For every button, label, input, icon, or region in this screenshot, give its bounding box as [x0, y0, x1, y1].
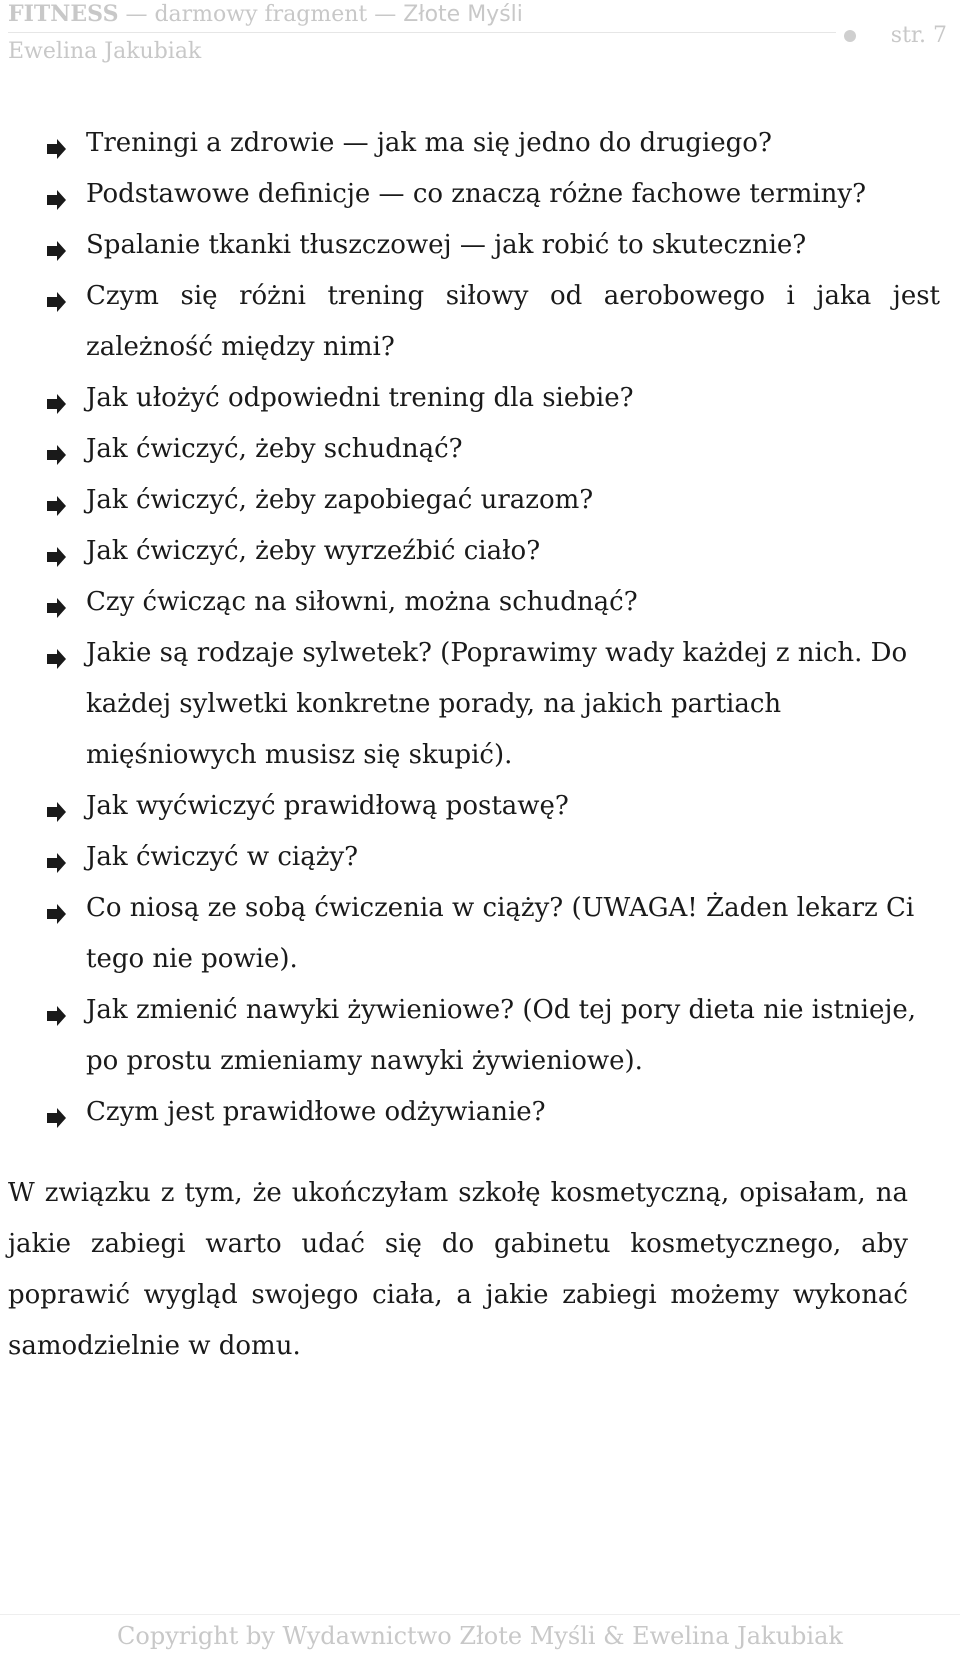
- right-arrow-icon: [44, 181, 68, 209]
- list-item: [0, 373, 940, 424]
- footer-copyright: Copyright by Wydawnictwo Złote Myśli & Ewelina Jakubiak: [117, 1622, 843, 1650]
- list-item: [0, 1087, 940, 1138]
- right-arrow-icon: [44, 436, 68, 464]
- footer-divider: [0, 1614, 960, 1615]
- right-arrow-icon: [44, 997, 68, 1025]
- list-item-text: Czy ćwicząc na siłowni, można schudnąć?: [86, 587, 638, 617]
- body-paragraph: W związku z tym, że ukończyłam szkołę kosmetyczną, opisałam, na jakie zabiegi warto udać się do gabinetu kosmetycznego, aby poprawić wygląd swojego ciała, a jakie zabiegi możemy wykonać samodzielnie w domu.: [8, 1178, 908, 1361]
- list-item-text: Podstawowe definicje — co znaczą różne fachowe terminy?: [86, 179, 867, 209]
- list-item: [0, 220, 940, 271]
- list-item-text: Co niosą ze sobą ćwiczenia w ciąży? (UWAGA! Żaden lekarz Ci tego nie powie).: [86, 893, 915, 974]
- list-item-text: Jak ćwiczyć, żeby wyrzeźbić ciało?: [86, 536, 541, 566]
- page-header: [8, 0, 953, 70]
- list-item-text: Spalanie tkanki tłuszczowej — jak robić to skutecznie?: [86, 230, 807, 260]
- list-item-text: Jak zmienić nawyki żywieniowe? (Od tej pory dieta nie istnieje, po prostu zmieniamy nawyki żywieniowe).: [86, 995, 917, 1076]
- list-item: [0, 424, 940, 475]
- right-arrow-icon: [44, 385, 68, 413]
- list-item: [0, 985, 940, 1087]
- list-item: [0, 577, 940, 628]
- list-item: [0, 628, 940, 781]
- header-publisher: Złote Myśli: [403, 2, 523, 27]
- list-item-text: Jak ćwiczyć, żeby schudnąć?: [86, 434, 463, 464]
- right-arrow-icon: [44, 232, 68, 260]
- list-item-text: Treningi a zdrowie — jak ma się jedno do drugiego?: [86, 128, 772, 158]
- list-item: [0, 118, 940, 169]
- list-item: [0, 526, 940, 577]
- list-item-text: Czym się różni trening siłowy od aerobowego i jaka jest zależność między nimi?: [86, 281, 940, 362]
- header-title-line: [8, 0, 523, 29]
- list-item-text: Czym jest prawidłowe odżywianie?: [86, 1097, 546, 1127]
- right-arrow-icon: [44, 538, 68, 566]
- right-arrow-icon: [44, 487, 68, 515]
- right-arrow-icon: [44, 130, 68, 158]
- list-item-text: Jak ćwiczyć w ciąży?: [86, 842, 359, 872]
- bullet-dot-icon: [844, 30, 856, 42]
- list-item-text: Jak wyćwiczyć prawidłową postawę?: [86, 791, 569, 821]
- header-divider: [8, 32, 836, 33]
- list-item: [0, 883, 940, 985]
- list-item: [0, 832, 940, 883]
- header-subtitle: darmowy fragment —: [154, 2, 404, 27]
- list-item-text: Jakie są rodzaje sylwetek? (Poprawimy wady każdej z nich. Do każdej sylwetki konkretne porady, na jakich partiach mięśniowych musisz się skupić).: [86, 638, 908, 770]
- list-item-text: Jak ułożyć odpowiedni trening dla siebie?: [86, 383, 634, 413]
- header-brand: FITNESS: [8, 1, 119, 27]
- right-arrow-icon: [44, 844, 68, 872]
- list-item: [0, 475, 940, 526]
- right-arrow-icon: [44, 640, 68, 668]
- right-arrow-icon: [44, 895, 68, 923]
- right-arrow-icon: [44, 283, 68, 311]
- list-item-text: Jak ćwiczyć, żeby zapobiegać urazom?: [86, 485, 594, 515]
- header-author: Ewelina Jakubiak: [8, 39, 202, 64]
- header-dash: —: [118, 2, 155, 27]
- right-arrow-icon: [44, 589, 68, 617]
- list-item: [0, 271, 940, 373]
- right-arrow-icon: [44, 793, 68, 821]
- topic-list: [0, 118, 940, 1138]
- list-item: [0, 781, 940, 832]
- page-number: str. 7: [890, 23, 947, 48]
- list-item: [0, 169, 940, 220]
- right-arrow-icon: [44, 1099, 68, 1127]
